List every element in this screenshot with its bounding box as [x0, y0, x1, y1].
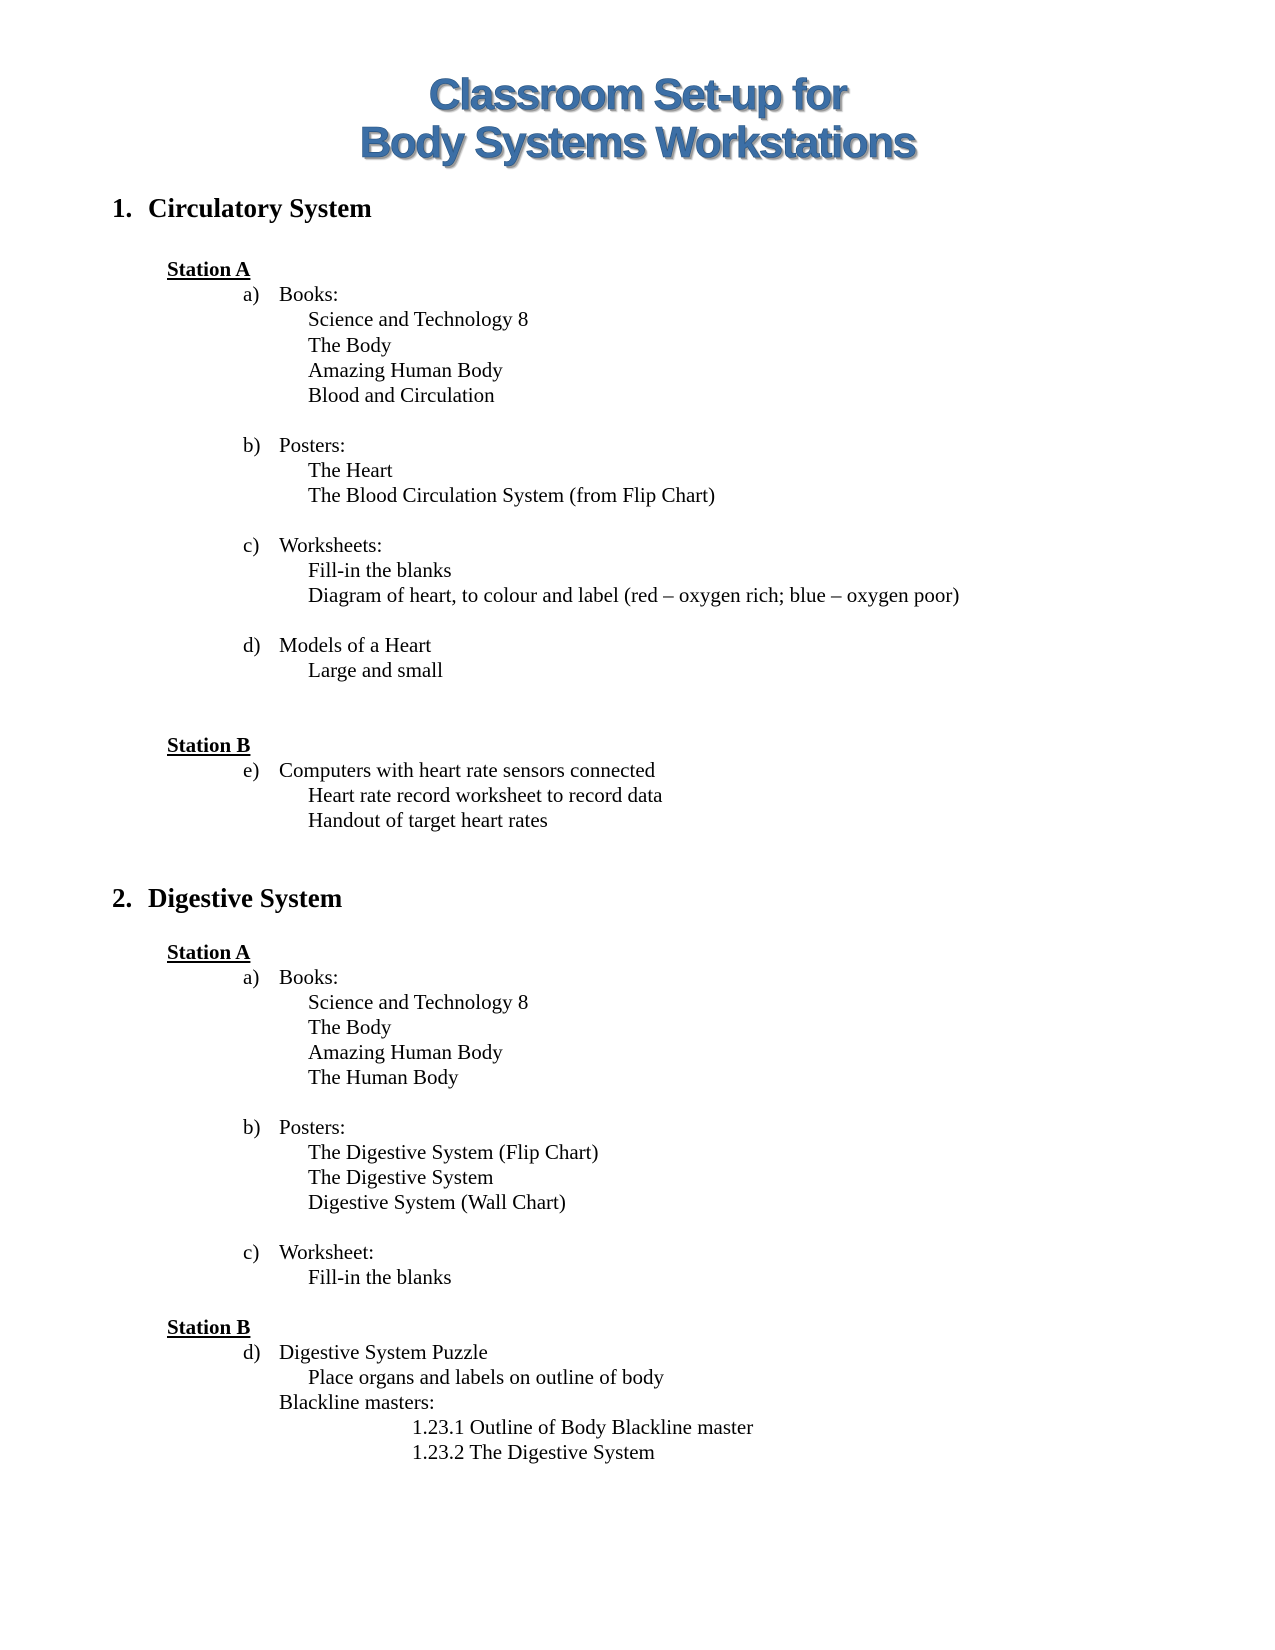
item-label: Computers with heart rate sensors connected	[279, 758, 656, 782]
item-label: Models of a Heart	[279, 633, 432, 657]
sub-item: Amazing Human Body	[308, 358, 503, 382]
section-number: 2.	[112, 883, 133, 913]
item-label: Digestive System Puzzle	[279, 1340, 488, 1364]
title-line-2: Body Systems Workstations	[359, 118, 916, 167]
section-heading-circulatory	[112, 193, 372, 224]
sub-item: Digestive System (Wall Chart)	[308, 1190, 566, 1214]
sub-item: Place organs and labels on outline of body	[308, 1365, 664, 1389]
section-heading-digestive	[112, 883, 342, 914]
section-number: 1.	[112, 193, 133, 223]
item-marker: c)	[243, 533, 260, 557]
sub-item: Fill-in the blanks	[308, 558, 452, 582]
item-marker: b)	[243, 1115, 261, 1139]
sub-item: Blood and Circulation	[308, 383, 495, 407]
sub-item: The Human Body	[308, 1065, 459, 1089]
blackline-master-item: 1.23.2 The Digestive System	[412, 1440, 655, 1464]
sub-item: Science and Technology 8	[308, 990, 529, 1014]
sub-item: Handout of target heart rates	[308, 808, 548, 832]
station-label: Station A	[167, 940, 251, 964]
blackline-masters-label: Blackline masters:	[279, 1390, 435, 1414]
sub-item: The Digestive System	[308, 1165, 494, 1189]
sub-item: The Body	[308, 333, 392, 357]
item-marker: e)	[243, 758, 260, 782]
item-marker: a)	[243, 282, 260, 306]
sub-item: Heart rate record worksheet to record data	[308, 783, 663, 807]
item-marker: d)	[243, 633, 261, 657]
sub-item: The Digestive System (Flip Chart)	[308, 1140, 599, 1164]
sub-item: The Blood Circulation System (from Flip Chart)	[308, 483, 716, 507]
sub-item: Science and Technology 8	[308, 307, 529, 331]
sub-item: Amazing Human Body	[308, 1040, 503, 1064]
item-label: Worksheet:	[279, 1240, 375, 1264]
section-title: Circulatory System	[148, 193, 372, 223]
station-label: Station B	[167, 733, 251, 757]
item-label: Books:	[279, 282, 339, 306]
blackline-master-item: 1.23.1 Outline of Body Blackline master	[412, 1415, 754, 1439]
station-label: Station B	[167, 1315, 251, 1339]
item-label: Worksheets:	[279, 533, 383, 557]
sub-item: The Heart	[308, 458, 393, 482]
station-label: Station A	[167, 257, 251, 281]
item-label: Posters:	[279, 1115, 346, 1139]
title-line-1: Classroom Set-up for	[428, 70, 847, 119]
item-marker: d)	[243, 1340, 261, 1364]
sub-item: Fill-in the blanks	[308, 1265, 452, 1289]
item-marker: a)	[243, 965, 260, 989]
item-label: Posters:	[279, 433, 346, 457]
item-marker: b)	[243, 433, 261, 457]
sub-item: Large and small	[308, 658, 443, 682]
sub-item: Diagram of heart, to colour and label (red – oxygen rich; blue – oxygen poor)	[308, 583, 960, 607]
item-label: Books:	[279, 965, 339, 989]
section-title: Digestive System	[148, 883, 343, 913]
sub-item: The Body	[308, 1015, 392, 1039]
item-marker: c)	[243, 1240, 260, 1264]
